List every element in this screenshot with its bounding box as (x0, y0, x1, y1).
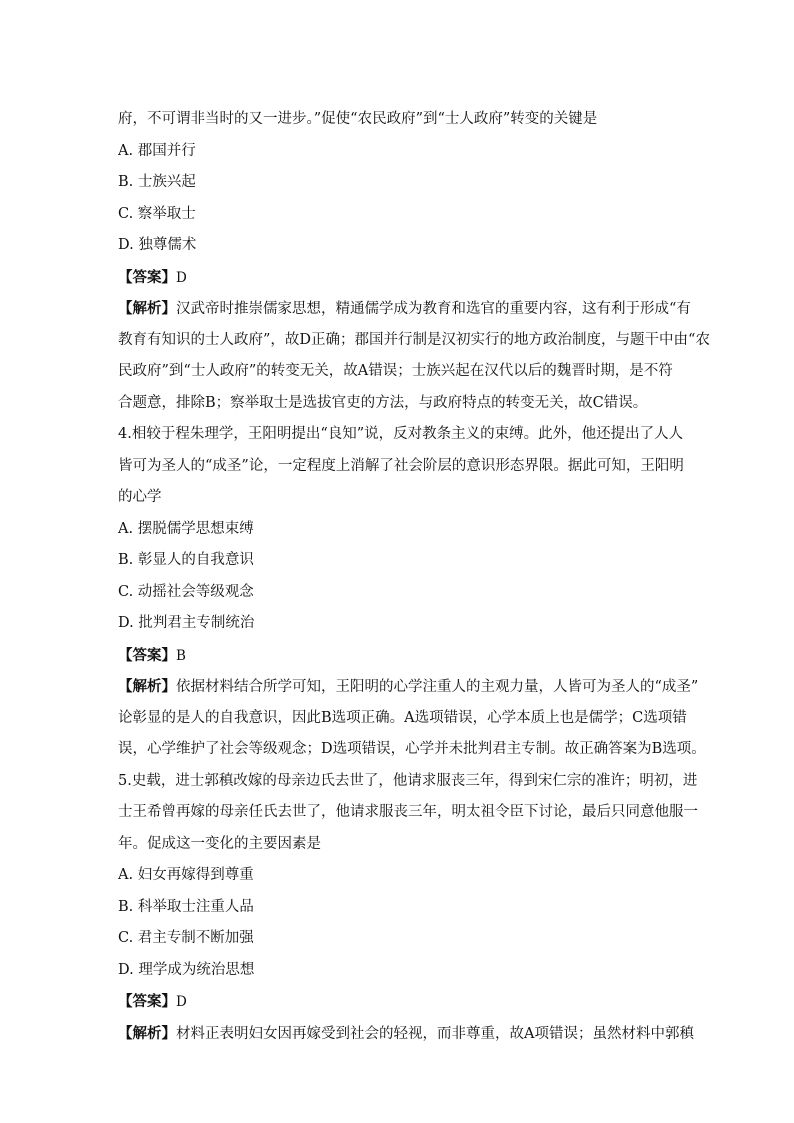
q5-option-b: B. 科举取士注重人品 (118, 898, 254, 915)
answer-letter: D (176, 994, 187, 1010)
q4-stem-line-1: 4.相较于程朱理学，王阳明提出“良知”说，反对教条主义的束缚。此外，他还提出了人人 (118, 426, 684, 442)
q4-analysis-line-3: 误，心学维护了社会等级观念；D选项错误，心学并未批判君主专制。故正确答案为B选项。 (118, 741, 706, 757)
q5-stem-line-2: 士王希曾再嫁的母亲任氏去世了，他请求服丧三年，明太祖令臣下讨论，最后只同意他服一 (118, 804, 698, 820)
analysis-text: 依据材料结合所学可知，王阳明的心学注重人的主观力量，人皆可为圣人的“成圣” (176, 679, 699, 695)
document-body (118, 104, 710, 1049)
q4-stem-line-2: 皆可为圣人的“成圣”论，一定程度上消解了社会阶层的意识形态界限。据此可知，王阳明 (118, 457, 684, 474)
analysis-tag: 【解析】 (118, 1024, 176, 1042)
answer-letter: D (176, 269, 187, 286)
q3-analysis-line-3: 民政府”到“士人政府”的转变无关，故A错误；士族兴起在汉代以后的魏晋时期，是不符 (118, 363, 673, 379)
analysis-text: 汉武帝时推崇儒家思想，精通儒学成为教育和选官的重要内容，这有利于形成“有 (176, 301, 691, 317)
analysis-tag: 【解析】 (118, 300, 176, 317)
q4-option-d: D. 批判君主专制统治 (118, 615, 255, 631)
q3-answer (118, 262, 684, 294)
q5-stem-line-1: 5.史载，进士郭稹改嫁的母亲边氏去世了，他请求服丧三年，得到宋仁宗的准许；明初，进 (118, 772, 698, 789)
q5-stem-line-3: 年。促成这一变化的主要因素是 (118, 835, 321, 852)
q3-option-d: D. 独尊儒术 (118, 237, 197, 253)
q3-analysis-line-1 (118, 293, 691, 325)
answer-letter: B (176, 647, 186, 664)
analysis-text: 材料正表明妇女因再嫁受到社会的轻视，而非尊重，故A项错误；虽然材料中郭稹 (176, 1025, 694, 1042)
q5-option-a: A. 妇女再嫁得到尊重 (118, 867, 254, 883)
q4-option-b: B. 彰显人的自我意识 (118, 552, 254, 568)
q4-analysis-line-1 (118, 671, 699, 703)
q3-option-a: A. 郡国并行 (118, 142, 196, 159)
analysis-tag: 【解析】 (118, 678, 176, 695)
q4-analysis-line-2: 论彰显的是人的自我意识，因此B选项正确。A选项错误，心学本质上也是儒学；C选项错 (118, 709, 687, 726)
q4-option-a: A. 摆脱儒学思想束缚 (118, 520, 254, 537)
q4-answer (118, 640, 684, 672)
q3-option-b: B. 士族兴起 (118, 174, 196, 190)
answer-tag: 【答案】 (118, 646, 176, 664)
q3-stem-tail: 府，不可谓非当时的又一进步。”促使“农民政府”到“士人政府”转变的关键是 (118, 111, 598, 127)
q5-option-c: C. 君主专制不断加强 (118, 930, 254, 946)
q3-option-c: C. 察举取士 (118, 205, 196, 222)
q5-analysis-line-1 (118, 1018, 694, 1050)
q3-analysis-line-2: 教育有知识的士人政府”，故D正确；郡国并行制是汉初实行的地方政治制度，与题干中由“农 (118, 331, 710, 348)
q5-answer (118, 986, 684, 1018)
answer-tag: 【答案】 (118, 993, 176, 1010)
q5-option-d: D. 理学成为统治思想 (118, 961, 255, 978)
q3-analysis-line-4: 合题意，排除B；察举取士是选拔官吏的方法，与政府特点的转变无关，故C错误。 (118, 394, 648, 411)
q4-stem-line-3: 的心学 (118, 489, 162, 505)
q4-option-c: C. 动摇社会等级观念 (118, 583, 254, 600)
answer-tag: 【答案】 (118, 268, 176, 286)
